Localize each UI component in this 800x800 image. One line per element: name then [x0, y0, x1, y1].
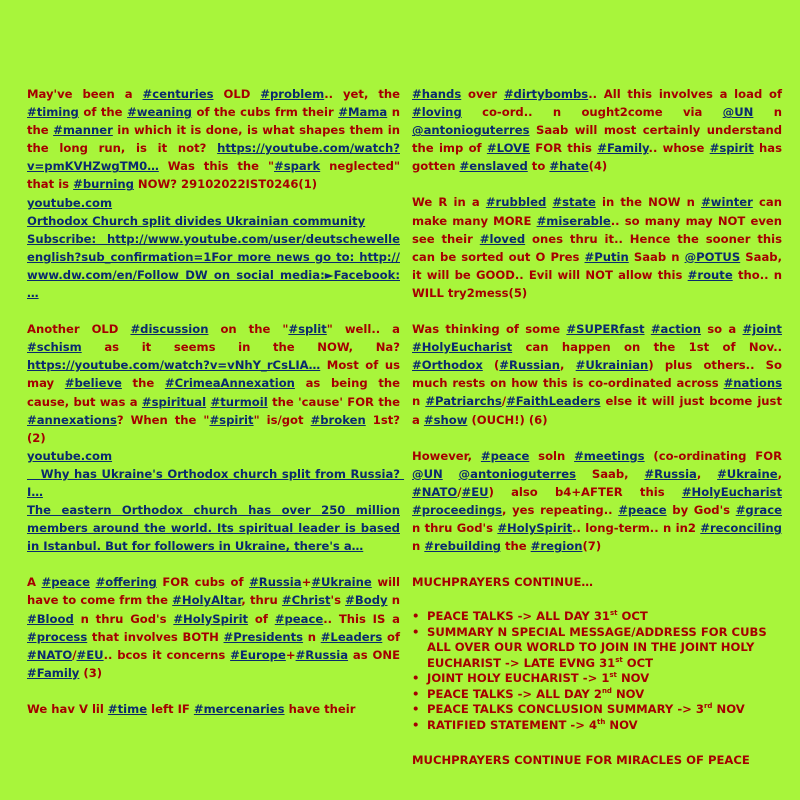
text: neglected" that is — [27, 159, 400, 192]
text: Saab will most certainly understand the imp of — [412, 123, 782, 156]
hashtag-link[interactable]: #Russia — [644, 466, 697, 481]
post-paragraph-6 — [412, 193, 782, 302]
hashtag-link[interactable]: #NATO — [27, 647, 73, 662]
text: .. so many may NOT even see their — [412, 213, 782, 246]
text: , — [560, 358, 576, 373]
hashtag-link[interactable]: #Ukraine — [717, 466, 778, 481]
hashtag-link[interactable]: #Ukraine — [311, 575, 372, 590]
schedule-item-text: RATIFIED STATEMENT -> 4 — [427, 717, 598, 732]
hashtag-link[interactable]: #hands — [412, 87, 462, 101]
text: , yes repeating.. — [502, 502, 619, 517]
text: can happen on the 1st of Nov.. — [512, 340, 782, 355]
schedule-item-text: JOINT HOLY EUCHARIST -> 1 — [427, 671, 610, 686]
schedule-item-month: NOV — [712, 702, 745, 717]
text: n — [412, 539, 425, 554]
hashtag-link[interactable]: #enslaved — [459, 159, 528, 174]
hashtag-link[interactable]: #peace — [274, 611, 324, 626]
text: (OUCH!) (6) — [467, 412, 548, 427]
ordinal-suffix: th — [597, 717, 606, 726]
text: .. whose — [648, 141, 710, 156]
text: the 'cause' FOR the — [267, 394, 400, 409]
text: n — [387, 593, 400, 608]
hashtag-link[interactable]: #spirit — [209, 412, 254, 427]
text: Another OLD — [27, 322, 131, 337]
hashtag-link[interactable]: #reconciling — [700, 520, 782, 535]
hashtag-link[interactable]: #nations — [723, 376, 782, 391]
text: of — [382, 629, 401, 644]
text: However, — [412, 448, 481, 463]
text: ( — [482, 358, 500, 373]
text: to — [527, 159, 550, 174]
text: (7) — [582, 539, 602, 554]
text: soln — [529, 448, 575, 463]
hashtag-link[interactable]: #HolySpirit — [497, 520, 573, 535]
hashtag-link[interactable]: #loved — [479, 231, 526, 246]
hashtag-link[interactable]: #mercenaries — [193, 701, 285, 716]
schedule-item-month: NOV — [611, 686, 645, 701]
text: in the NOW n — [595, 195, 702, 210]
link-card-1[interactable] — [27, 194, 400, 303]
text: by God's — [666, 502, 736, 517]
text: OLD — [213, 87, 261, 101]
text: in which it is done, is what shapes them in the long run, is it not? — [27, 123, 400, 156]
post-paragraph-8 — [412, 447, 782, 556]
hashtag-link[interactable]: #broken — [310, 412, 366, 427]
text: , — [777, 466, 782, 481]
left-column — [27, 85, 405, 736]
text: We R in a — [412, 195, 486, 210]
hashtag-link[interactable]: #LOVE — [486, 141, 531, 156]
hashtag-link[interactable]: #turmoil — [210, 394, 268, 409]
hashtag-link[interactable]: #EU — [461, 484, 489, 499]
post-paragraph-2 — [27, 320, 400, 447]
text: , — [696, 466, 718, 481]
hashtag-link[interactable]: #SUPERfast — [566, 322, 645, 337]
right-column — [412, 85, 782, 787]
hashtag-link[interactable]: #HolySpirit — [173, 611, 249, 626]
text: Saab, — [576, 466, 645, 481]
schedule-item — [412, 687, 782, 703]
ordinal-suffix: st — [609, 671, 617, 680]
hashtag-link[interactable]: #grace — [735, 502, 782, 517]
text: .. All this involves a load of — [588, 87, 782, 101]
hashtag-link[interactable]: #Europe — [230, 647, 286, 662]
mention-link[interactable]: @antonioguterres — [458, 466, 577, 481]
hashtag-link[interactable]: #HolyEucharist — [681, 484, 782, 499]
hashtag-link[interactable]: #time — [107, 701, 148, 716]
schedule-item — [412, 625, 782, 672]
link-card-2[interactable] — [27, 447, 405, 556]
url-link[interactable]: https://youtube.com/watch?v=pmKVHZwgTM0… — [27, 141, 400, 174]
hashtag-link[interactable]: #Leaders — [320, 629, 383, 644]
text: Was this the " — [158, 159, 275, 174]
hashtag-link[interactable]: #Christ — [281, 593, 331, 608]
text: as ONE — [348, 647, 400, 662]
hashtag-link[interactable]: #centuries — [142, 87, 214, 101]
hashtag-link[interactable]: #rebuilding — [424, 539, 501, 554]
text: left IF — [147, 701, 194, 716]
hashtag-link[interactable]: #peace — [41, 575, 90, 590]
hashtag-link[interactable]: #Orthodox — [412, 358, 483, 373]
hashtag-link[interactable]: #route — [687, 267, 733, 282]
text: so a — [700, 322, 743, 337]
text: .. yet, the — [324, 87, 400, 101]
hashtag-link[interactable]: #Russian — [499, 358, 561, 373]
schedule-item — [412, 609, 782, 625]
text: ones thru it.. Hence the sooner this can be sorted out O Pres — [412, 231, 782, 264]
hashtag-link[interactable]: #Family — [27, 665, 80, 680]
text: on the " — [208, 322, 289, 337]
text: ? When the " — [116, 412, 210, 427]
text: (4) — [588, 159, 608, 174]
text: as it seems in the NOW, Na? — [81, 340, 400, 355]
hashtag-link[interactable]: #problem — [260, 87, 325, 101]
schedule-item-month: OCT — [622, 655, 654, 670]
hashtag-link[interactable]: #Ukrainian — [575, 358, 649, 373]
hashtag-link[interactable]: #action — [650, 322, 701, 337]
text: else it will just bcome just a — [412, 394, 782, 427]
hashtag-link[interactable]: #EU — [76, 647, 104, 662]
text: 1st?(2) — [27, 412, 401, 445]
text: .. bcos it concerns — [103, 647, 231, 662]
ordinal-suffix: rd — [703, 702, 713, 711]
text: " is/got — [253, 412, 311, 427]
hashtag-link[interactable]: #state — [552, 195, 596, 210]
text: co-ord.. n ought2come via — [461, 105, 723, 120]
hashtag-link[interactable]: #spark — [274, 159, 321, 174]
hashtag-link[interactable]: #Putin — [584, 249, 629, 264]
hashtag-link[interactable]: #spiritual — [141, 394, 207, 409]
text: FOR this — [530, 141, 598, 156]
schedule-item-month: NOV — [605, 717, 638, 732]
hashtag-link[interactable]: #Family — [597, 141, 649, 156]
text: ) plus others.. So much rests on how this is co-ordinated across — [412, 358, 782, 391]
hashtag-link[interactable]: #split — [288, 322, 327, 337]
hashtag-link[interactable]: #Blood — [27, 611, 74, 626]
schedule-item-month: OCT — [617, 609, 648, 624]
text: can make many MORE — [412, 195, 782, 228]
hashtag-link[interactable]: #region — [530, 539, 583, 554]
text: 's — [330, 593, 346, 608]
link-card-description: Subscribe: http://www.youtube.com/user/deutschewelleenglish?sub_confirmation=1For more news go to: http://www.dw.com/en/Follow DW on social media:►Facebook: … — [27, 231, 400, 301]
text: .. This IS a — [323, 611, 400, 626]
section-heading: MUCHPRAYERS CONTINUE… — [412, 575, 593, 590]
hashtag-link[interactable]: #Mama — [338, 105, 388, 120]
link-card-description: The eastern Orthodox church has over 250 million members around the world. Its spiritual leader is based in Istanbul. But for followers in Ukraine, there's a… — [27, 503, 400, 554]
text: May've been a — [27, 87, 143, 101]
text: We hav V lil — [27, 701, 108, 716]
hashtag-link[interactable]: #schism — [27, 340, 82, 355]
schedule-item — [412, 671, 782, 687]
text: (co-ordinating FOR — [644, 448, 782, 463]
text: will have to come frm the — [27, 575, 400, 608]
text: that involves BOTH — [87, 629, 224, 644]
text: Saab n — [628, 249, 685, 264]
text: the — [500, 539, 531, 554]
text: tho.. n WILL try2mess(5) — [412, 267, 782, 300]
hashtag-link[interactable]: #miserable — [536, 213, 611, 228]
text: Saab, it will be GOOD.. Evil will NOT allow this — [412, 249, 782, 282]
hashtag-link[interactable]: #Presidents — [223, 629, 304, 644]
hashtag-link[interactable]: #dirtybombs — [503, 87, 589, 101]
hashtag-link[interactable]: #show — [423, 412, 468, 427]
text: of the — [78, 105, 128, 120]
text: of — [248, 611, 275, 626]
hashtag-link[interactable]: #annexations — [27, 412, 117, 427]
text: n — [412, 394, 426, 409]
hashtag-link[interactable]: #FaithLeaders — [506, 394, 601, 409]
mention-link[interactable]: @antonioguterres — [412, 123, 530, 138]
link-card-site: youtube.com — [27, 448, 113, 463]
text — [443, 467, 459, 481]
text: + — [285, 647, 296, 662]
text: / — [501, 394, 507, 409]
hashtag-link[interactable]: #Body — [345, 593, 388, 608]
schedule-item-text: PEACE TALKS -> ALL DAY 31 — [427, 609, 610, 624]
schedule-item — [412, 702, 782, 718]
text: A — [27, 575, 42, 590]
hashtag-link[interactable]: #Russia — [295, 647, 349, 662]
text: n thru God's — [412, 520, 498, 535]
hashtag-link[interactable]: #NATO — [412, 484, 458, 499]
hashtag-link[interactable]: #manner — [53, 123, 113, 138]
text: (3) — [79, 665, 103, 680]
hashtag-link[interactable]: #Patriarchs — [425, 394, 502, 409]
schedule-list — [412, 609, 782, 733]
hashtag-link[interactable]: #timing — [27, 105, 79, 120]
hashtag-link[interactable]: #burning — [73, 177, 134, 192]
hashtag-link[interactable]: #meetings — [574, 448, 645, 463]
text: " well.. a — [326, 322, 400, 337]
link-card-title: Why has Ukraine's Orthodox church split from Russia? I… — [27, 466, 405, 499]
text: NOW? 29102022IST0246(1) — [133, 177, 318, 192]
schedule-item-text: PEACE TALKS CONCLUSION SUMMARY -> 3 — [427, 702, 704, 717]
hashtag-link[interactable]: #rubbled — [485, 195, 547, 210]
schedule-item-text: SUMMARY N SPECIAL MESSAGE/ADDRESS FOR CUBS ALL OVER OUR WORLD TO JOIN IN THE JOINT HOLY EUCHARIST -> LATE EVNG 31 — [427, 624, 767, 670]
text: n — [753, 105, 782, 120]
hashtag-link[interactable]: #HolyEucharist — [412, 340, 513, 355]
hashtag-link[interactable]: #winter — [701, 195, 753, 210]
hashtag-link[interactable]: #loving — [412, 105, 462, 120]
schedule-item-text: PEACE TALKS -> ALL DAY 2 — [427, 686, 602, 701]
ordinal-suffix: st — [610, 609, 618, 618]
text: .. long-term.. n in2 — [572, 520, 701, 535]
post-paragraph-7 — [412, 320, 782, 429]
url-link[interactable]: https://youtube.com/watch?v=vNhY_rCsLIA… — [27, 358, 321, 373]
hashtag-link[interactable]: #hate — [549, 159, 589, 174]
hashtag-link[interactable]: #peace — [480, 448, 530, 463]
schedule-item-month: NOV — [616, 671, 650, 686]
hashtag-link[interactable]: #believe — [64, 376, 122, 391]
text: of the cubs frm their — [191, 105, 339, 120]
hashtag-link[interactable]: #HolyAltar — [172, 593, 242, 608]
hashtag-link[interactable]: #weaning — [127, 105, 192, 120]
link-card-site: youtube.com — [27, 195, 113, 210]
text: the — [121, 376, 165, 391]
hashtag-link[interactable]: #offering — [95, 575, 157, 590]
post-paragraph-5 — [412, 85, 782, 175]
text: Most of us may — [27, 358, 400, 391]
text: has gotten — [412, 141, 783, 174]
hashtag-link[interactable]: #Russia — [249, 575, 302, 590]
link-card-title: Orthodox Church split divides Ukrainian community — [27, 213, 366, 228]
hashtag-link[interactable]: #process — [27, 629, 88, 644]
mention-link[interactable]: @POTUS — [684, 249, 741, 264]
hashtag-link[interactable]: #joint — [742, 322, 782, 337]
mention-link[interactable]: @UN — [722, 105, 754, 120]
post-paragraph-3 — [27, 573, 400, 682]
hashtag-link[interactable]: #peace — [618, 502, 667, 517]
ordinal-suffix: nd — [601, 686, 612, 695]
hashtag-link[interactable]: #proceedings — [412, 502, 503, 517]
text: / — [457, 484, 462, 499]
post-paragraph-1 — [27, 85, 400, 194]
text: , thru — [241, 593, 282, 608]
text: ) also b4+AFTER this — [488, 484, 682, 499]
text: as being the cause, but was a — [27, 376, 400, 409]
text: over — [461, 87, 504, 101]
text: n — [303, 629, 321, 644]
hashtag-link[interactable]: #spirit — [709, 141, 754, 156]
text: have their — [284, 701, 356, 716]
hashtag-link[interactable]: #CrimeaAnnexation — [164, 376, 295, 391]
closing-line: MUCHPRAYERS CONTINUE FOR MIRACLES OF PEACE — [412, 753, 750, 768]
text: n the — [27, 105, 401, 138]
text: n thru God's — [73, 611, 174, 626]
schedule-item — [412, 718, 782, 734]
text: Was thinking of some — [412, 322, 567, 337]
mention-link[interactable]: @UN — [412, 466, 443, 481]
ordinal-suffix: st — [615, 655, 623, 664]
hashtag-link[interactable]: #discussion — [130, 322, 209, 337]
text: FOR cubs of — [156, 575, 250, 590]
post-paragraph-4 — [27, 700, 400, 718]
text: / — [72, 647, 77, 662]
text: + — [301, 575, 312, 590]
